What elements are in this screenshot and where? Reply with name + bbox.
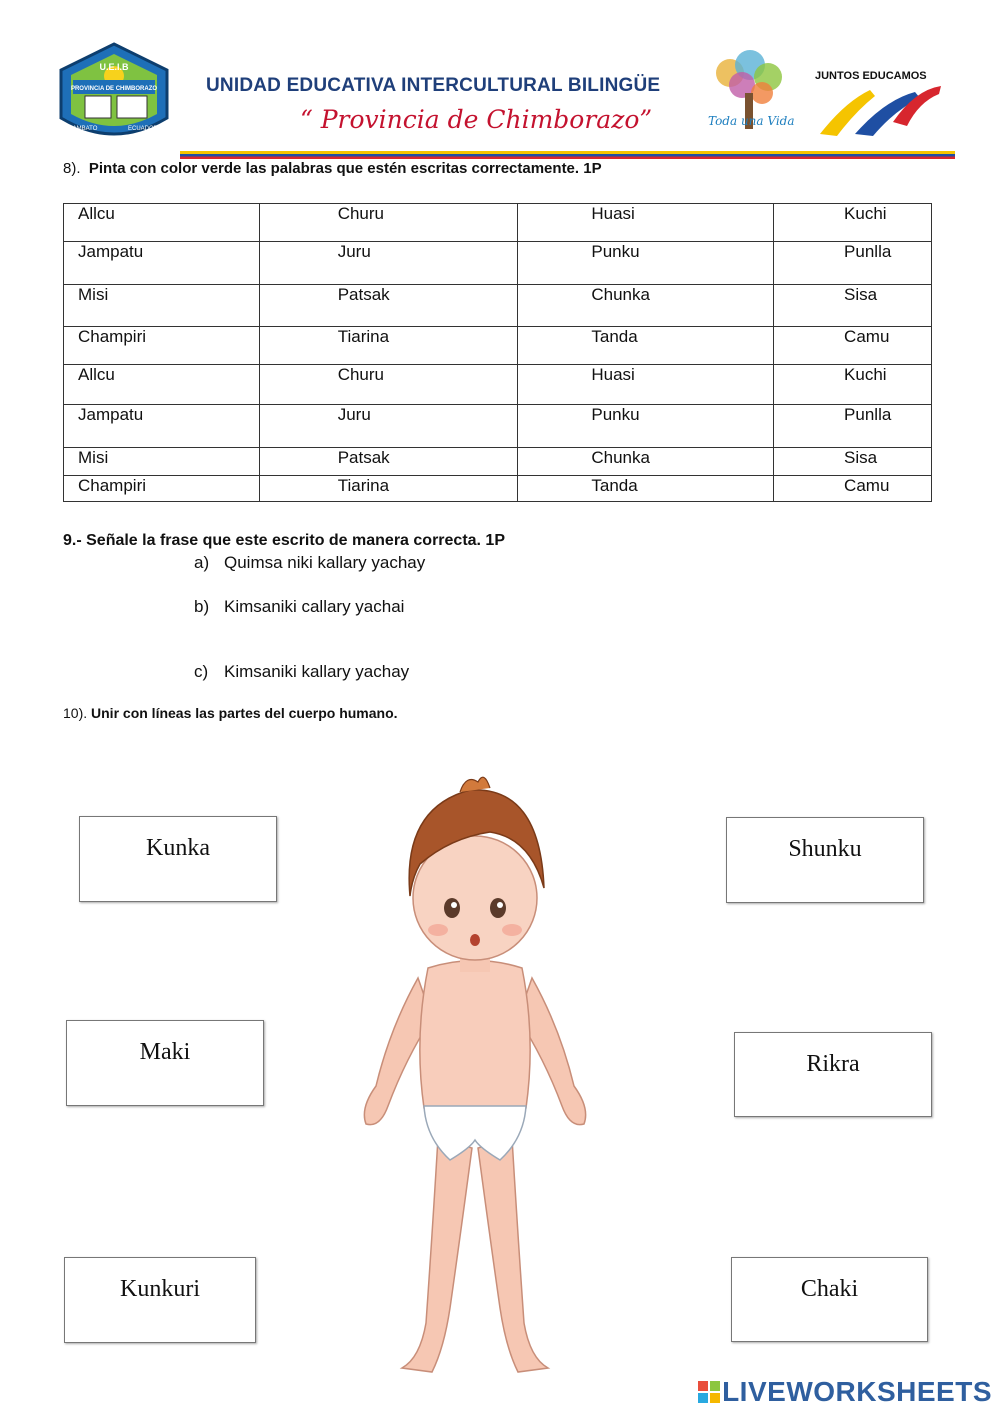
- option-label: b): [194, 597, 210, 616]
- box-label: Rikra: [806, 1051, 860, 1077]
- word-cell[interactable]: Huasi: [518, 204, 774, 242]
- match-box-chaki[interactable]: [731, 1257, 928, 1342]
- word-cell[interactable]: Allcu: [64, 204, 260, 242]
- child-body-illustration: [340, 768, 610, 1380]
- word-cell[interactable]: Misi: [64, 285, 260, 327]
- word-cell[interactable]: Misi: [64, 448, 260, 476]
- word-cell[interactable]: Patsak: [259, 285, 518, 327]
- q8-number: 8).: [63, 160, 81, 177]
- word-cell[interactable]: Jampatu: [64, 405, 260, 448]
- option-text: Kimsaniki callary yachai: [224, 597, 405, 616]
- word-cell[interactable]: Chunka: [518, 285, 774, 327]
- word-cell[interactable]: Punku: [518, 242, 774, 285]
- q9-heading: [63, 532, 505, 550]
- word-cell[interactable]: Chunka: [518, 448, 774, 476]
- emblem-right-text: ECUADOR: [127, 126, 159, 132]
- school-emblem: [55, 40, 173, 145]
- box-label: Shunku: [788, 836, 862, 862]
- word-row: [64, 476, 932, 502]
- match-box-shunku[interactable]: [726, 817, 924, 903]
- lws-icon: [698, 1378, 720, 1400]
- word-row: [64, 405, 932, 448]
- word-cell[interactable]: Kuchi: [774, 204, 932, 242]
- match-box-rikra[interactable]: [734, 1032, 932, 1117]
- word-cell[interactable]: Juru: [259, 405, 518, 448]
- word-row: [64, 327, 932, 365]
- word-table: [63, 203, 932, 502]
- word-cell[interactable]: Punlla: [774, 405, 932, 448]
- word-cell[interactable]: Churu: [259, 204, 518, 242]
- emblem-top-text: U.E.I.B: [99, 62, 129, 72]
- word-row: [64, 285, 932, 327]
- word-cell[interactable]: Patsak: [259, 448, 518, 476]
- tree-logo: [700, 45, 795, 140]
- word-cell[interactable]: Huasi: [518, 365, 774, 405]
- box-label: Maki: [139, 1039, 191, 1065]
- q10-heading: [63, 705, 398, 721]
- q8-instruction: Pinta con color verde las palabras que estén escritas correctamente. 1P: [88, 160, 602, 177]
- word-row: [64, 365, 932, 405]
- word-cell[interactable]: Punku: [518, 405, 774, 448]
- word-cell[interactable]: Allcu: [64, 365, 260, 405]
- option-label: a): [194, 553, 210, 572]
- word-cell[interactable]: Juru: [259, 242, 518, 285]
- emblem-left-text: AMBATO: [72, 126, 98, 132]
- word-cell[interactable]: Tiarina: [259, 327, 518, 365]
- emblem-ring-text: PROVINCIA DE CHIMBORAZO: [70, 86, 158, 92]
- box-label: Kunkuri: [120, 1276, 200, 1302]
- option-text: Kimsaniki kallary yachay: [224, 662, 410, 681]
- word-row: [64, 242, 932, 285]
- word-row: [64, 204, 932, 242]
- school-subtitle: “ Provincia de Chimborazo”: [300, 105, 653, 134]
- juntos-educamos-logo: JUNTOS EDUCAMOS: [815, 70, 927, 82]
- word-cell[interactable]: Camu: [774, 327, 932, 365]
- word-cell[interactable]: Churu: [259, 365, 518, 405]
- lws-brand-text: LIVEWORKSHEETS: [722, 1376, 992, 1407]
- word-cell[interactable]: Sisa: [774, 448, 932, 476]
- word-cell[interactable]: Camu: [774, 476, 932, 502]
- word-row: [64, 448, 932, 476]
- liveworksheets-logo[interactable]: [698, 1376, 992, 1408]
- word-cell[interactable]: Punlla: [774, 242, 932, 285]
- word-cell[interactable]: Jampatu: [64, 242, 260, 285]
- word-cell[interactable]: Champiri: [64, 327, 260, 365]
- q9-option-a[interactable]: [194, 553, 425, 573]
- match-box-kunkuri[interactable]: [64, 1257, 256, 1343]
- tree-logo-text: Toda una Vida: [708, 114, 795, 128]
- q10-instruction: Unir con líneas las partes del cuerpo humano.: [91, 705, 398, 721]
- word-cell[interactable]: Tiarina: [259, 476, 518, 502]
- word-cell[interactable]: Champiri: [64, 476, 260, 502]
- option-text: Quimsa niki kallary yachay: [224, 553, 426, 572]
- school-name: UNIDAD EDUCATIVA INTERCULTURAL BILINGÜE: [206, 75, 661, 96]
- word-cell[interactable]: Sisa: [774, 285, 932, 327]
- q9-title: 9.- Señale la frase que este escrito de manera correcta. 1P: [63, 532, 505, 549]
- box-label: Kunka: [146, 835, 210, 861]
- word-cell[interactable]: Tanda: [518, 327, 774, 365]
- juntos-swoosh-icon: [815, 82, 945, 140]
- word-cell[interactable]: Kuchi: [774, 365, 932, 405]
- match-box-maki[interactable]: [66, 1020, 264, 1106]
- q9-option-c[interactable]: [194, 662, 409, 682]
- flag-divider: [180, 146, 955, 154]
- q9-option-b[interactable]: [194, 597, 404, 617]
- match-box-kunka[interactable]: [79, 816, 277, 902]
- word-cell[interactable]: Tanda: [518, 476, 774, 502]
- option-label: c): [194, 662, 209, 681]
- box-label: Chaki: [800, 1276, 859, 1302]
- q10-number: 10).: [63, 705, 88, 721]
- q8-heading: [63, 160, 602, 177]
